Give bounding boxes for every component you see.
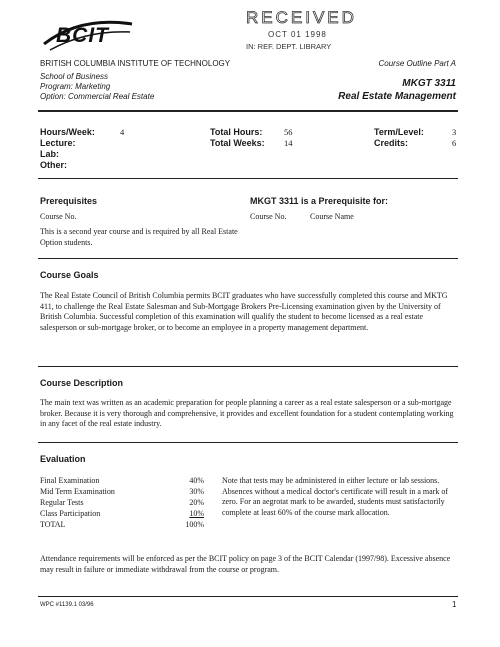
program-name: Program: Marketing [40, 82, 111, 91]
course-code: MKGT 3311 [402, 78, 456, 89]
hours-week-label: Hours/Week: [40, 127, 95, 137]
stamp-date: OCT 01 1998 [268, 30, 327, 39]
received-stamp [240, 8, 357, 56]
footer-rule [38, 596, 458, 597]
eval-row: Final Examination [40, 476, 100, 485]
prerequisites-heading: Prerequisites [40, 196, 98, 206]
total-weeks-label: Total Weeks: [210, 138, 265, 148]
eval-row-pct: 20% [189, 498, 204, 507]
lecture-label: Lecture: [40, 138, 76, 148]
hours-rule [38, 178, 458, 179]
evaluation-heading: Evaluation [40, 454, 86, 464]
prereq-text: This is a second year course and is required by all Real Estate Option students. [40, 227, 238, 247]
term-level-label: Term/Level: [374, 127, 424, 137]
hours-week-value: 4 [120, 127, 125, 137]
eval-row-pct: 30% [189, 487, 204, 496]
institute-name: BRITISH COLUMBIA INSTITUTE OF TECHNOLOGY [40, 59, 231, 68]
eval-row-pct: 10% [189, 509, 204, 518]
course-goals-text: The Real Estate Council of British Columbia permits BCIT graduates who have successfully completed this course and MKTG 411, to challenge the Real Estate Salesman and Sub-Mortgage Brokers Pre-Licensing examination given by the University of British Columbia. Successful completion of this examination will qualify the student to become licensed as a real estate salesperson or sub-mortgage broker, or to become an employee in a property management department. [40, 291, 448, 332]
eval-row-pct: 40% [189, 476, 204, 485]
total-hours-label: Total Hours: [210, 127, 263, 137]
course-title: Real Estate Management [338, 91, 456, 102]
outline-label: Course Outline Part A [378, 59, 456, 68]
eval-row: Regular Tests [40, 498, 84, 507]
course-goals-heading: Course Goals [40, 270, 99, 280]
lab-label: Lab: [40, 149, 59, 159]
header-rule [38, 110, 458, 112]
bcit-logo-text: BCIT [56, 24, 109, 47]
prereq-for-course-name-header: Course Name [310, 212, 354, 221]
total-hours-value: 56 [284, 127, 293, 137]
eval-row: Class Participation [40, 509, 101, 518]
eval-row: Mid Term Examination [40, 487, 115, 496]
prereq-for-course-no-header: Course No. [250, 212, 287, 221]
stamp-received-text: RECEIVED [246, 8, 357, 27]
goals-rule [38, 366, 458, 367]
prereq-rule [38, 258, 458, 259]
course-description-text: The main text was written as an academic preparation for people planning a career as a real estate salesperson or a sub-mortgage broker. Because it is very thorough and comprehensive, it provides and excellent foundation for a student contemplating working in any facet of the real estate industry. [40, 398, 454, 428]
bcit-logo [40, 14, 136, 54]
school-name: School of Business [40, 72, 109, 81]
other-label: Other: [40, 160, 67, 170]
prereq-course-no-header: Course No. [40, 212, 77, 221]
total-weeks-value: 14 [284, 138, 293, 148]
stamp-library: IN: REF. DEPT. LIBRARY [246, 42, 332, 51]
form-code: WPC #1139.1 03/96 [40, 602, 94, 608]
prerequisite-for-heading: MKGT 3311 is a Prerequisite for: [250, 196, 389, 206]
eval-total-row: TOTAL [40, 520, 66, 529]
eval-total-pct: 100% [185, 520, 204, 529]
term-level-value: 3 [452, 127, 457, 137]
credits-value: 6 [452, 138, 457, 148]
attendance-text: Attendance requirements will be enforced as per the BCIT policy on page 3 of the BCIT Calendar (1997/98). Excessive absence may result in failure or immediate withdrawal from the course or program. [40, 554, 451, 574]
page-number: 1 [452, 600, 457, 609]
course-description-heading: Course Description [40, 378, 124, 388]
description-rule [38, 442, 458, 443]
credits-label: Credits: [374, 138, 409, 148]
evaluation-note: Note that tests may be administered in either lecture or lab sessions. Absences without a medical doctor's certificate will result in a mark of zero. For an aegrotat mark to be awarded, students must satisfactorily complete at least 60% of the course mark allocation. [222, 476, 449, 517]
option-name: Option: Commercial Real Estate [40, 92, 155, 101]
